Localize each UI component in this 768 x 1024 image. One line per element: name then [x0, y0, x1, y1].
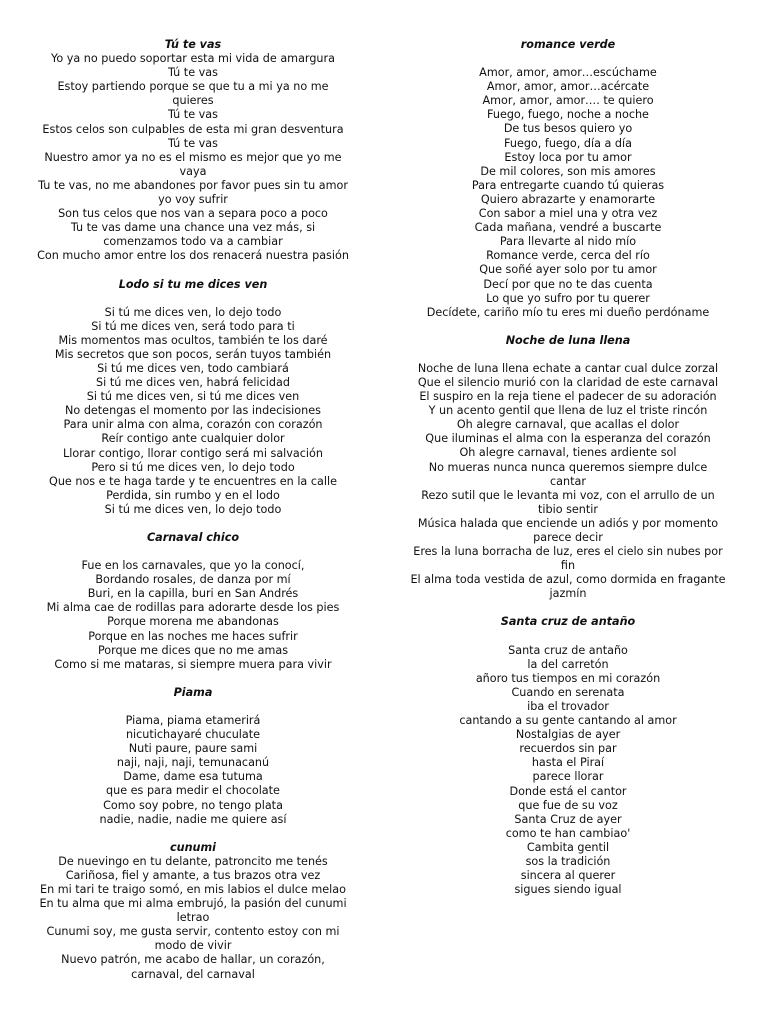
lyric-line: En mi tari te traigo somó, en mis labios el dulce melao	[40, 882, 346, 896]
song-carnaval-chico	[22, 531, 364, 672]
lyric-line: De tus besos quiero yo	[503, 122, 633, 136]
lyric-line: No detengas el momento por las indecisiones	[65, 404, 321, 418]
lyric-line: Para entregarte cuando tú quieras	[471, 178, 665, 192]
lyric-line: modo de vivir	[154, 939, 232, 953]
lyric-line: Si tú me dices ven, habrá felicidad	[96, 376, 290, 390]
lyric-line: Y un acento gentil que llena de luz el triste rincón	[428, 404, 708, 418]
lyric-line: Tu te vas, no me abandones por favor pues sin tu amor	[38, 178, 348, 192]
lyric-line: que es para medir el chocolate	[106, 784, 280, 798]
lyric-line: hasta el Piraí	[531, 756, 605, 770]
song-title: romance verde	[520, 38, 616, 51]
song-lyrics	[22, 52, 364, 263]
song-title: Lodo si tu me dices ven	[118, 277, 268, 291]
lyric-line: Para llevarte al nido mío	[499, 235, 637, 249]
right-column	[398, 38, 738, 897]
lyric-line: Porque me dices que no me amas	[97, 643, 289, 657]
lyric-line: Llorar contigo, llorar contigo será mi salvación	[63, 446, 323, 460]
lyric-line: Buri, en la capilla, buri en San Andrés	[87, 587, 299, 601]
song-title: Carnaval chico	[146, 531, 240, 544]
lyric-line: El suspiro en la reja tiene el padecer de su adoración	[419, 390, 717, 404]
lyric-line: Nostalgias de ayer	[515, 728, 621, 742]
lyric-line: Si tú me dices ven, lo dejo todo	[104, 502, 282, 516]
lyric-line: Porque en las noches me haces sufrir	[88, 629, 298, 643]
lyric-line: sos la tradición	[525, 854, 611, 868]
lyric-line: Noche de luna llena echate a cantar cual dulce zorzal	[417, 361, 719, 375]
song-lyrics	[398, 644, 738, 898]
lyric-line: Lo que yo sufro por tu querer	[486, 291, 650, 305]
lyric-line: Si tú me dices ven, todo cambiará	[97, 361, 289, 375]
lyric-line: como te han cambiao'	[505, 826, 631, 840]
lyric-line: Decídete, cariño mío tu eres mi dueño perdóname	[426, 305, 710, 319]
song-cunumi	[22, 841, 364, 982]
song-piama	[22, 686, 364, 827]
song-lyrics	[22, 714, 364, 827]
lyric-line: Rezo sutil que le levanta mi voz, con el arrullo de un	[421, 488, 715, 502]
lyric-line: Bordando rosales, de danza por mí	[95, 573, 291, 587]
lyric-line: sincera al querer	[520, 869, 616, 883]
song-title: Tú te vas	[164, 38, 222, 51]
lyric-line: jazmín	[549, 587, 587, 601]
song-tu-te-vas	[22, 38, 364, 264]
lyric-line: Estoy loca por tu amor	[504, 150, 632, 164]
song-lyrics	[398, 66, 738, 320]
lyric-line: El alma toda vestida de azul, como dormida en fragante	[410, 573, 726, 587]
lyric-line: Cunumi soy, me gusta servir, contento estoy con mi	[46, 925, 340, 939]
lyric-line: Porque morena me abandonas	[107, 615, 279, 629]
lyric-line: Que el silencio murió con la claridad de este carnaval	[417, 375, 719, 389]
lyric-line: Con mucho amor entre los dos renacerá nuestra pasión	[37, 249, 349, 263]
lyric-line: Romance verde, cerca del río	[486, 249, 650, 263]
song-lyrics	[398, 362, 738, 602]
lyric-line: De nuevingo en tu delante, patroncito me tenés	[58, 854, 328, 868]
lyric-line: Que iluminas el alma con la esperanza del corazón	[425, 432, 711, 446]
lyric-line: Mi alma cae de rodillas para adorarte desde los pies	[46, 601, 340, 615]
lyric-line: Fue en los carnavales, que yo la conocí,	[81, 559, 305, 573]
lyric-line: cantar	[550, 474, 586, 488]
song-lyrics	[22, 306, 364, 517]
lyric-line: Quiero abrazarte y enamorarte	[480, 192, 656, 206]
lyric-line: Estoy partiendo porque se que tu a mi ya no me	[57, 80, 329, 94]
lyric-line: Mis secretos que son pocos, serán tuyos también	[54, 347, 332, 361]
lyric-line: En tu alma que mi alma embrujó, la pasión del cunumi	[39, 897, 347, 911]
lyric-line: añoro tus tiempos en mi corazón	[475, 671, 661, 685]
lyric-line: Oh alegre carnaval, que acallas el dolor	[456, 418, 680, 432]
lyric-line: tibio sentir	[537, 502, 598, 516]
song-title: Piama	[173, 685, 213, 699]
lyric-line: quieres	[172, 94, 214, 108]
lyric-line: Tú te vas	[168, 136, 218, 150]
song-title: cunumi	[169, 840, 217, 854]
lyric-line: parece llorar	[532, 770, 604, 784]
lyric-line: Tú te vas	[168, 66, 218, 80]
lyric-line: Tu te vas dame una chance una vez más, si	[70, 221, 316, 235]
lyric-line: parece decir	[533, 531, 603, 544]
lyric-line: iba el trovador	[527, 699, 609, 713]
lyric-line: Que nos e te haga tarde y te encuentres en la calle	[49, 474, 337, 488]
lyric-line: Fuego, fuego, noche a noche	[487, 108, 649, 122]
lyric-line: Eres la luna borracha de luz, eres el cielo sin nubes por	[413, 545, 723, 559]
lyric-line: No mueras nunca nunca queremos siempre dulce	[428, 460, 708, 474]
lyric-line: Si tú me dices ven, será todo para ti	[91, 319, 295, 333]
lyric-line: Cariñosa, fiel y amante, a tus brazos otra vez	[65, 868, 321, 882]
lyric-line: Donde está el cantor	[509, 784, 627, 798]
lyric-line: Fuego, fuego, día a día	[504, 136, 632, 150]
lyric-line: Música halada que enciende un adiós y por momento	[417, 516, 719, 530]
lyric-line: Yo ya no puedo soportar esta mi vida de amargura	[51, 52, 335, 66]
song-romance-verde	[398, 38, 738, 320]
lyric-line: Amor, amor, amor…escúchame	[479, 66, 657, 80]
lyric-line: sigues siendo igual	[514, 883, 622, 897]
lyric-line: yo voy sufrir	[158, 193, 228, 207]
song-noche-de-luna-llena	[398, 334, 738, 602]
lyric-line: Reír contigo ante cualquier dolor	[101, 432, 285, 446]
lyric-line: nadie, nadie, nadie me quiere así	[99, 812, 287, 826]
lyric-line: Nuti paure, paure sami	[128, 742, 258, 756]
lyric-line: que fue de su voz	[518, 798, 618, 812]
lyric-line: cantando a su gente cantando al amor	[459, 714, 677, 728]
lyric-line: Cuando en serenata	[511, 685, 625, 699]
lyric-line: Con sabor a miel una y otra vez	[478, 207, 658, 221]
lyric-line: Pero si tú me dices ven, lo dejo todo	[91, 460, 295, 474]
lyric-line: naji, naji, naji, temunacanú	[116, 756, 270, 770]
lyric-line: nicutichayaré chuculate	[125, 728, 261, 742]
lyric-line: vaya	[179, 164, 207, 178]
lyric-line: Santa cruz de antaño	[508, 643, 628, 657]
lyric-line: Nuestro amor ya no es el mismo es mejor que yo me	[44, 150, 342, 164]
lyric-line: Si tú me dices ven, si tú me dices ven	[86, 390, 300, 404]
lyric-line: Tú te vas	[168, 108, 218, 122]
song-lyrics	[22, 559, 364, 672]
lyric-line: De mil colores, son mis amores	[480, 164, 656, 178]
lyric-line: fin	[560, 559, 576, 573]
song-title: Noche de luna llena	[505, 333, 631, 347]
lyric-line: Como si me mataras, si siempre muera para vivir	[54, 657, 332, 671]
lyric-line: Mis momentos mas ocultos, también te los daré	[58, 333, 328, 347]
song-lyrics	[22, 855, 364, 982]
lyric-line: carnaval, del carnaval	[131, 967, 255, 981]
lyric-line: Cada mañana, vendré a buscarte	[474, 221, 662, 235]
lyric-line: Piama, piama etamerirá	[125, 713, 261, 727]
lyric-line: la del carretón	[527, 657, 609, 671]
song-lodo-si-tu-me-dices-ven	[22, 278, 364, 518]
lyric-line: recuerdos sin par	[519, 742, 617, 756]
left-column	[22, 38, 364, 982]
lyric-line: Decí por que no te das cuenta	[483, 277, 653, 291]
lyric-line: Oh alegre carnaval, tienes ardiente sol	[459, 446, 677, 460]
lyric-line: Nuevo patrón, me acabo de hallar, un corazón,	[61, 953, 325, 967]
lyric-line: Si tú me dices ven, lo dejo todo	[104, 305, 282, 319]
lyric-line: Dame, dame esa tutuma	[123, 770, 263, 784]
lyric-line: Amor, amor, amor…acércate	[486, 80, 650, 94]
lyric-line: Que soñé ayer solo por tu amor	[479, 263, 657, 277]
lyric-line: comenzamos todo va a cambiar	[103, 235, 283, 249]
lyric-line: Para unir alma con alma, corazón con corazón	[63, 418, 323, 432]
lyric-line: Cambita gentil	[526, 840, 610, 854]
song-title: Santa cruz de antaño	[500, 615, 636, 629]
lyric-line: Como soy pobre, no tengo plata	[103, 798, 283, 812]
lyric-line: letrao	[176, 911, 210, 925]
lyric-line: Son tus celos que nos van a separa poco a poco	[58, 207, 328, 221]
song-santa-cruz-de-antano	[398, 615, 738, 897]
lyric-line: Estos celos son culpables de esta mi gran desventura	[42, 122, 344, 136]
lyric-line: Perdida, sin rumbo y en el lodo	[106, 488, 280, 502]
lyric-line: Amor, amor, amor…. te quiero	[482, 94, 654, 108]
lyric-line: Santa Cruz de ayer	[514, 812, 622, 826]
